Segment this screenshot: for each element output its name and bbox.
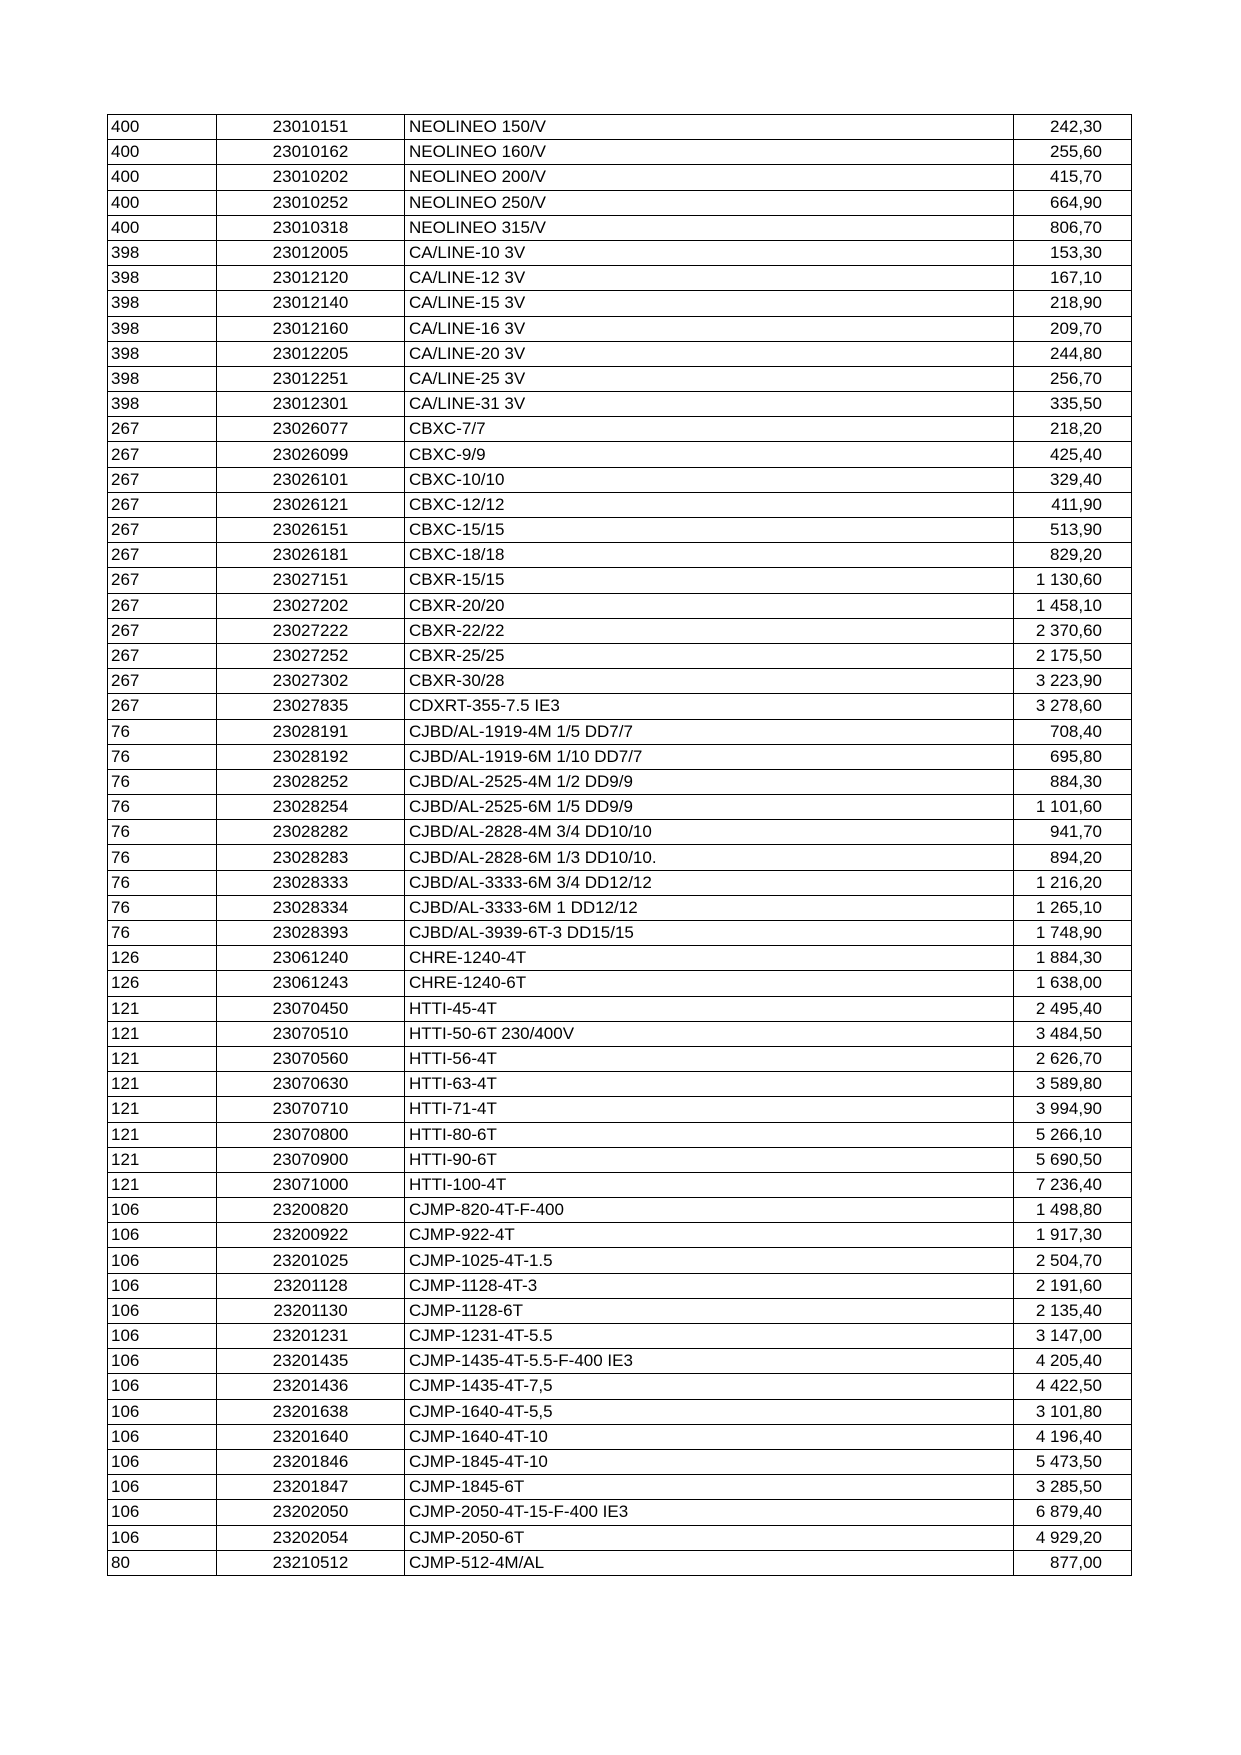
article-code-cell: 23012251	[217, 366, 405, 391]
article-code-cell: 23010151	[217, 115, 405, 140]
page-cell: 121	[108, 1021, 217, 1046]
price-cell: 2 370,60	[1014, 618, 1132, 643]
article-code-cell: 23027835	[217, 694, 405, 719]
price-cell: 2 191,60	[1014, 1273, 1132, 1298]
article-code-cell: 23027202	[217, 593, 405, 618]
table-row	[108, 1172, 1132, 1197]
article-code-cell: 23027252	[217, 643, 405, 668]
description-cell: CA/LINE-25 3V	[405, 366, 1014, 391]
table-row	[108, 1399, 1132, 1424]
description-cell: CJMP-1845-6T	[405, 1475, 1014, 1500]
price-cell: 4 929,20	[1014, 1525, 1132, 1550]
article-code-cell: 23070450	[217, 996, 405, 1021]
description-cell: CBXC-9/9	[405, 442, 1014, 467]
description-cell: HTTI-56-4T	[405, 1046, 1014, 1071]
table-row	[108, 593, 1132, 618]
price-cell: 3 589,80	[1014, 1072, 1132, 1097]
page-cell: 121	[108, 1122, 217, 1147]
page-cell: 267	[108, 492, 217, 517]
table-row	[108, 1424, 1132, 1449]
table-row	[108, 971, 1132, 996]
table-row	[108, 1500, 1132, 1525]
description-cell: CJMP-1640-4T-5,5	[405, 1399, 1014, 1424]
page-cell: 400	[108, 140, 217, 165]
page-cell: 80	[108, 1550, 217, 1575]
page-cell: 398	[108, 240, 217, 265]
table-row	[108, 1147, 1132, 1172]
table-row	[108, 1324, 1132, 1349]
table-row	[108, 1475, 1132, 1500]
price-cell: 1 638,00	[1014, 971, 1132, 996]
description-cell: CBXR-20/20	[405, 593, 1014, 618]
price-cell: 3 101,80	[1014, 1399, 1132, 1424]
article-code-cell: 23201638	[217, 1399, 405, 1424]
description-cell: CBXC-7/7	[405, 417, 1014, 442]
page-cell: 106	[108, 1198, 217, 1223]
table-row	[108, 392, 1132, 417]
price-cell: 1 458,10	[1014, 593, 1132, 618]
description-cell: CJBD/AL-3939-6T-3 DD15/15	[405, 921, 1014, 946]
page-cell: 400	[108, 165, 217, 190]
article-code-cell: 23061243	[217, 971, 405, 996]
description-cell: CBXC-12/12	[405, 492, 1014, 517]
table-row	[108, 1374, 1132, 1399]
article-code-cell: 23010318	[217, 215, 405, 240]
price-cell: 4 422,50	[1014, 1374, 1132, 1399]
table-row	[108, 115, 1132, 140]
description-cell: CJMP-1128-4T-3	[405, 1273, 1014, 1298]
page-cell: 106	[108, 1298, 217, 1323]
description-cell: CBXR-22/22	[405, 618, 1014, 643]
description-cell: CA/LINE-12 3V	[405, 266, 1014, 291]
price-cell: 1 498,80	[1014, 1198, 1132, 1223]
article-code-cell: 23012140	[217, 291, 405, 316]
table-row	[108, 769, 1132, 794]
article-code-cell: 23026101	[217, 467, 405, 492]
price-cell: 884,30	[1014, 769, 1132, 794]
price-cell: 2 504,70	[1014, 1248, 1132, 1273]
description-cell: CBXR-30/28	[405, 669, 1014, 694]
article-code-cell: 23070710	[217, 1097, 405, 1122]
article-code-cell: 23028282	[217, 820, 405, 845]
table-row	[108, 795, 1132, 820]
description-cell: CBXC-18/18	[405, 543, 1014, 568]
description-cell: CHRE-1240-4T	[405, 946, 1014, 971]
page-cell: 106	[108, 1273, 217, 1298]
description-cell: CHRE-1240-6T	[405, 971, 1014, 996]
table-row	[108, 417, 1132, 442]
description-cell: NEOLINEO 160/V	[405, 140, 1014, 165]
page-cell: 400	[108, 115, 217, 140]
description-cell: CJBD/AL-3333-6M 1 DD12/12	[405, 895, 1014, 920]
price-cell: 829,20	[1014, 543, 1132, 568]
page-cell: 267	[108, 618, 217, 643]
table-row	[108, 669, 1132, 694]
article-code-cell: 23070800	[217, 1122, 405, 1147]
price-cell: 167,10	[1014, 266, 1132, 291]
article-code-cell: 23201130	[217, 1298, 405, 1323]
page-cell: 106	[108, 1500, 217, 1525]
table-row	[108, 996, 1132, 1021]
table-row	[108, 215, 1132, 240]
article-code-cell: 23201025	[217, 1248, 405, 1273]
description-cell: CBXC-15/15	[405, 518, 1014, 543]
description-cell: HTTI-63-4T	[405, 1072, 1014, 1097]
table-row	[108, 820, 1132, 845]
price-cell: 877,00	[1014, 1550, 1132, 1575]
description-cell: CBXR-25/25	[405, 643, 1014, 668]
description-cell: CJMP-1128-6T	[405, 1298, 1014, 1323]
description-cell: CA/LINE-31 3V	[405, 392, 1014, 417]
page-cell: 106	[108, 1374, 217, 1399]
description-cell: HTTI-100-4T	[405, 1172, 1014, 1197]
description-cell: CJMP-820-4T-F-400	[405, 1198, 1014, 1223]
table-row	[108, 1097, 1132, 1122]
description-cell: CJMP-512-4M/AL	[405, 1550, 1014, 1575]
article-code-cell: 23026151	[217, 518, 405, 543]
description-cell: HTTI-80-6T	[405, 1122, 1014, 1147]
article-code-cell: 23027151	[217, 568, 405, 593]
table-row	[108, 744, 1132, 769]
article-code-cell: 23028283	[217, 845, 405, 870]
description-cell: NEOLINEO 250/V	[405, 190, 1014, 215]
article-code-cell: 23028333	[217, 870, 405, 895]
article-code-cell: 23201846	[217, 1449, 405, 1474]
table-row	[108, 165, 1132, 190]
table-row	[108, 518, 1132, 543]
table-row	[108, 1198, 1132, 1223]
price-cell: 1 130,60	[1014, 568, 1132, 593]
price-cell: 1 216,20	[1014, 870, 1132, 895]
page-cell: 400	[108, 215, 217, 240]
price-cell: 2 495,40	[1014, 996, 1132, 1021]
article-code-cell: 23070630	[217, 1072, 405, 1097]
description-cell: CBXC-10/10	[405, 467, 1014, 492]
page-cell: 106	[108, 1324, 217, 1349]
table-row	[108, 266, 1132, 291]
price-cell: 1 884,30	[1014, 946, 1132, 971]
description-cell: CJMP-1435-4T-5.5-F-400 IE3	[405, 1349, 1014, 1374]
price-cell: 894,20	[1014, 845, 1132, 870]
article-code-cell: 23201435	[217, 1349, 405, 1374]
description-cell: CJBD/AL-2828-4M 3/4 DD10/10	[405, 820, 1014, 845]
table-row	[108, 1248, 1132, 1273]
table-row	[108, 1021, 1132, 1046]
article-code-cell: 23026077	[217, 417, 405, 442]
table-row	[108, 1550, 1132, 1575]
article-code-cell: 23201128	[217, 1273, 405, 1298]
page-cell: 267	[108, 467, 217, 492]
table-row	[108, 291, 1132, 316]
price-cell: 1 917,30	[1014, 1223, 1132, 1248]
price-cell: 153,30	[1014, 240, 1132, 265]
article-code-cell: 23012005	[217, 240, 405, 265]
article-code-cell: 23202054	[217, 1525, 405, 1550]
table-row	[108, 1046, 1132, 1071]
price-cell: 425,40	[1014, 442, 1132, 467]
page-cell: 267	[108, 417, 217, 442]
table-row	[108, 366, 1132, 391]
description-cell: CA/LINE-10 3V	[405, 240, 1014, 265]
table-row	[108, 1449, 1132, 1474]
article-code-cell: 23070510	[217, 1021, 405, 1046]
page-cell: 267	[108, 442, 217, 467]
article-code-cell: 23071000	[217, 1172, 405, 1197]
page-cell: 398	[108, 266, 217, 291]
page-cell: 267	[108, 643, 217, 668]
article-code-cell: 23210512	[217, 1550, 405, 1575]
page-cell: 121	[108, 1072, 217, 1097]
page-cell: 76	[108, 820, 217, 845]
page-cell: 121	[108, 996, 217, 1021]
price-cell: 335,50	[1014, 392, 1132, 417]
article-code-cell: 23070560	[217, 1046, 405, 1071]
table-row	[108, 140, 1132, 165]
page-cell: 106	[108, 1449, 217, 1474]
page-cell: 121	[108, 1046, 217, 1071]
table-row	[108, 845, 1132, 870]
price-cell: 415,70	[1014, 165, 1132, 190]
table-row	[108, 946, 1132, 971]
page-cell: 267	[108, 568, 217, 593]
description-cell: CDXRT-355-7.5 IE3	[405, 694, 1014, 719]
price-cell: 244,80	[1014, 341, 1132, 366]
page-cell: 76	[108, 744, 217, 769]
article-code-cell: 23010252	[217, 190, 405, 215]
article-code-cell: 23026099	[217, 442, 405, 467]
price-cell: 3 994,90	[1014, 1097, 1132, 1122]
table-row	[108, 492, 1132, 517]
article-code-cell: 23028192	[217, 744, 405, 769]
article-code-cell: 23061240	[217, 946, 405, 971]
price-cell: 695,80	[1014, 744, 1132, 769]
page-cell: 121	[108, 1097, 217, 1122]
article-code-cell: 23027302	[217, 669, 405, 694]
table-row	[108, 694, 1132, 719]
table-row	[108, 1525, 1132, 1550]
price-cell: 513,90	[1014, 518, 1132, 543]
price-cell: 4 205,40	[1014, 1349, 1132, 1374]
article-code-cell: 23028252	[217, 769, 405, 794]
page-cell: 121	[108, 1172, 217, 1197]
table-row	[108, 1122, 1132, 1147]
page-cell: 106	[108, 1223, 217, 1248]
description-cell: HTTI-45-4T	[405, 996, 1014, 1021]
price-cell: 2 626,70	[1014, 1046, 1132, 1071]
article-code-cell: 23010202	[217, 165, 405, 190]
page-cell: 106	[108, 1475, 217, 1500]
page-cell: 126	[108, 946, 217, 971]
description-cell: HTTI-71-4T	[405, 1097, 1014, 1122]
article-code-cell: 23200922	[217, 1223, 405, 1248]
description-cell: CJBD/AL-2525-4M 1/2 DD9/9	[405, 769, 1014, 794]
price-table-body	[108, 115, 1132, 1576]
description-cell: CJBD/AL-1919-6M 1/10 DD7/7	[405, 744, 1014, 769]
description-cell: CJMP-922-4T	[405, 1223, 1014, 1248]
price-cell: 411,90	[1014, 492, 1132, 517]
price-cell: 664,90	[1014, 190, 1132, 215]
price-cell: 708,40	[1014, 719, 1132, 744]
article-code-cell: 23028191	[217, 719, 405, 744]
page-cell: 76	[108, 870, 217, 895]
article-code-cell: 23027222	[217, 618, 405, 643]
table-row	[108, 568, 1132, 593]
article-code-cell: 23012205	[217, 341, 405, 366]
page-cell: 76	[108, 769, 217, 794]
price-cell: 3 278,60	[1014, 694, 1132, 719]
price-cell: 242,30	[1014, 115, 1132, 140]
description-cell: CJMP-1231-4T-5.5	[405, 1324, 1014, 1349]
description-cell: CJMP-1435-4T-7,5	[405, 1374, 1014, 1399]
page-cell: 398	[108, 316, 217, 341]
page-cell: 267	[108, 669, 217, 694]
article-code-cell: 23201847	[217, 1475, 405, 1500]
price-cell: 1 101,60	[1014, 795, 1132, 820]
description-cell: CA/LINE-15 3V	[405, 291, 1014, 316]
article-code-cell: 23010162	[217, 140, 405, 165]
table-row	[108, 870, 1132, 895]
page-cell: 76	[108, 921, 217, 946]
price-cell: 4 196,40	[1014, 1424, 1132, 1449]
description-cell: NEOLINEO 150/V	[405, 115, 1014, 140]
table-row	[108, 1298, 1132, 1323]
description-cell: CJBD/AL-2828-6M 1/3 DD10/10.	[405, 845, 1014, 870]
table-row	[108, 921, 1132, 946]
table-row	[108, 1349, 1132, 1374]
table-row	[108, 240, 1132, 265]
price-cell: 3 223,90	[1014, 669, 1132, 694]
price-cell: 3 285,50	[1014, 1475, 1132, 1500]
table-row	[108, 618, 1132, 643]
price-cell: 2 175,50	[1014, 643, 1132, 668]
table-row	[108, 543, 1132, 568]
page-cell: 267	[108, 543, 217, 568]
page-cell: 76	[108, 895, 217, 920]
page-cell: 126	[108, 971, 217, 996]
page-cell: 398	[108, 366, 217, 391]
description-cell: CA/LINE-16 3V	[405, 316, 1014, 341]
description-cell: CJBD/AL-3333-6M 3/4 DD12/12	[405, 870, 1014, 895]
article-code-cell: 23028334	[217, 895, 405, 920]
article-code-cell: 23012160	[217, 316, 405, 341]
article-code-cell: 23026181	[217, 543, 405, 568]
article-code-cell: 23028254	[217, 795, 405, 820]
table-row	[108, 1273, 1132, 1298]
table-row	[108, 467, 1132, 492]
description-cell: NEOLINEO 200/V	[405, 165, 1014, 190]
page-cell: 398	[108, 291, 217, 316]
description-cell: CJMP-1845-4T-10	[405, 1449, 1014, 1474]
page-cell: 76	[108, 845, 217, 870]
table-row	[108, 316, 1132, 341]
page-cell: 76	[108, 795, 217, 820]
article-code-cell: 23012120	[217, 266, 405, 291]
table-row	[108, 719, 1132, 744]
description-cell: HTTI-50-6T 230/400V	[405, 1021, 1014, 1046]
price-cell: 255,60	[1014, 140, 1132, 165]
price-cell: 329,40	[1014, 467, 1132, 492]
table-row	[108, 643, 1132, 668]
table-row	[108, 341, 1132, 366]
page-cell: 267	[108, 593, 217, 618]
price-cell: 1 265,10	[1014, 895, 1132, 920]
page-cell: 106	[108, 1248, 217, 1273]
price-cell: 3 147,00	[1014, 1324, 1132, 1349]
table-row	[108, 190, 1132, 215]
price-cell: 5 690,50	[1014, 1147, 1132, 1172]
page-cell: 121	[108, 1147, 217, 1172]
price-cell: 218,90	[1014, 291, 1132, 316]
price-cell: 209,70	[1014, 316, 1132, 341]
description-cell: CJMP-1025-4T-1.5	[405, 1248, 1014, 1273]
article-code-cell: 23202050	[217, 1500, 405, 1525]
description-cell: CJBD/AL-2525-6M 1/5 DD9/9	[405, 795, 1014, 820]
page-cell: 106	[108, 1424, 217, 1449]
price-cell: 5 473,50	[1014, 1449, 1132, 1474]
description-cell: CJMP-2050-6T	[405, 1525, 1014, 1550]
article-code-cell: 23026121	[217, 492, 405, 517]
article-code-cell: 23201436	[217, 1374, 405, 1399]
price-table	[107, 114, 1132, 1576]
page-cell: 76	[108, 719, 217, 744]
page-cell: 267	[108, 518, 217, 543]
price-cell: 3 484,50	[1014, 1021, 1132, 1046]
description-cell: CBXR-15/15	[405, 568, 1014, 593]
price-cell: 806,70	[1014, 215, 1132, 240]
article-code-cell: 23012301	[217, 392, 405, 417]
price-cell: 5 266,10	[1014, 1122, 1132, 1147]
page-cell: 267	[108, 694, 217, 719]
description-cell: NEOLINEO 315/V	[405, 215, 1014, 240]
article-code-cell: 23200820	[217, 1198, 405, 1223]
description-cell: CJMP-1640-4T-10	[405, 1424, 1014, 1449]
article-code-cell: 23070900	[217, 1147, 405, 1172]
price-cell: 1 748,90	[1014, 921, 1132, 946]
page-cell: 106	[108, 1399, 217, 1424]
price-cell: 6 879,40	[1014, 1500, 1132, 1525]
price-cell: 256,70	[1014, 366, 1132, 391]
page-cell: 106	[108, 1525, 217, 1550]
table-row	[108, 895, 1132, 920]
price-cell: 218,20	[1014, 417, 1132, 442]
description-cell: CJMP-2050-4T-15-F-400 IE3	[405, 1500, 1014, 1525]
page-cell: 400	[108, 190, 217, 215]
article-code-cell: 23201231	[217, 1324, 405, 1349]
price-cell: 2 135,40	[1014, 1298, 1132, 1323]
article-code-cell: 23201640	[217, 1424, 405, 1449]
page-cell: 106	[108, 1349, 217, 1374]
page-cell: 398	[108, 341, 217, 366]
table-row	[108, 1223, 1132, 1248]
table-row	[108, 442, 1132, 467]
price-cell: 941,70	[1014, 820, 1132, 845]
description-cell: HTTI-90-6T	[405, 1147, 1014, 1172]
article-code-cell: 23028393	[217, 921, 405, 946]
description-cell: CJBD/AL-1919-4M 1/5 DD7/7	[405, 719, 1014, 744]
page-cell: 398	[108, 392, 217, 417]
price-cell: 7 236,40	[1014, 1172, 1132, 1197]
table-row	[108, 1072, 1132, 1097]
description-cell: CA/LINE-20 3V	[405, 341, 1014, 366]
